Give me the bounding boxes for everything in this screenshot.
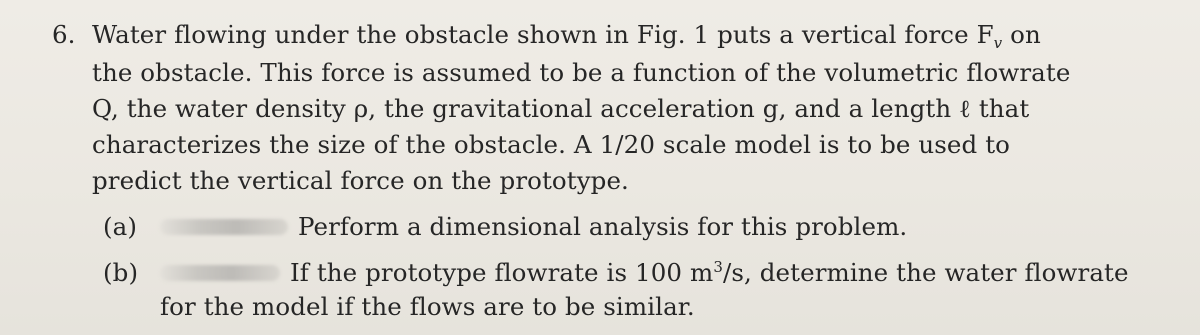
part-b-text-start: If the prototype flowrate is 100 m <box>290 258 714 287</box>
problem-number: 6. <box>52 20 76 49</box>
part-b-label: (b) <box>103 258 139 287</box>
problem-line-1-text: Water flowing under the obstacle shown in Fig. 1 puts a vertical force F <box>92 20 994 49</box>
part-b-text-end: /s, determine the water flowrate <box>722 258 1129 287</box>
problem-line-1-tail: on <box>1002 20 1041 49</box>
problem-line-5: predict the vertical force on the prototype. <box>92 166 629 195</box>
part-b-text <box>290 258 1129 288</box>
problem-line-4: characterizes the size of the obstacle. A 1/20 scale model is to be used to <box>92 130 1010 159</box>
redacted-points-a <box>160 219 288 235</box>
part-b-continuation: for the model if the flows are to be similar. <box>160 292 695 321</box>
problem-line-3: Q, the water density ρ, the gravitational acceleration g, and a length ℓ that <box>92 94 1030 123</box>
problem-line-1 <box>92 20 1041 58</box>
problem-line-2: the obstacle. This force is assumed to be a function of the volumetric flowrate <box>92 58 1071 87</box>
redacted-points-b <box>160 265 280 281</box>
part-a-label: (a) <box>103 212 138 241</box>
force-subscript: v <box>993 34 1003 52</box>
cubic-superscript: 3 <box>713 257 723 276</box>
part-a-text: Perform a dimensional analysis for this problem. <box>298 212 908 241</box>
